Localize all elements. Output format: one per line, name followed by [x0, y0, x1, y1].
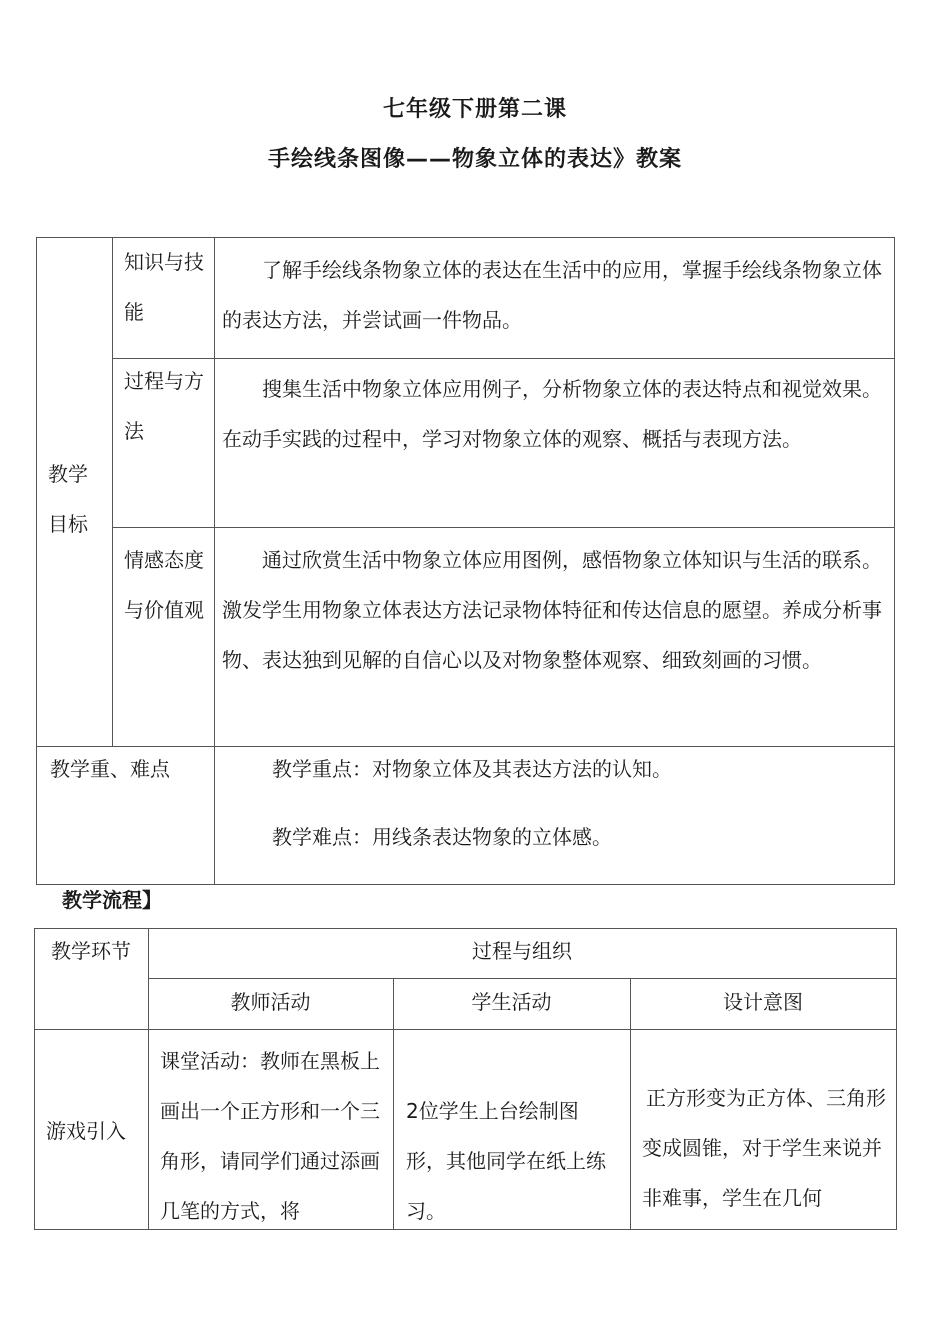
header-teacher: 教师活动 [230, 990, 311, 1014]
row-content: 通过欣赏生活中物象立体应用图例，感悟物象立体知识与生活的联系。激发学生用物象立体表达方法记录物体特征和传达信息的愿望。养成分析事物、表达独到见解的自信心以及对物象整体观察、细致刻画的习惯。 [222, 548, 882, 672]
table-border [34, 1029, 897, 1030]
header-student: 学生活动 [471, 990, 552, 1014]
page-title: 七年级下册第二课 [382, 97, 567, 122]
table-border [214, 237, 215, 885]
table-border [36, 884, 895, 885]
difficult-point: 教学难点：用线条表达物象的立体感。 [272, 825, 612, 849]
table-border [896, 928, 897, 1230]
row-label: 情感态度与价值观 [124, 548, 204, 622]
objectives-group-label: 教学目标 [48, 462, 88, 536]
key-point: 教学重点：对物象立体及其表达方法的认知。 [272, 757, 672, 781]
row-label: 过程与方法 [124, 369, 204, 443]
page-subtitle: 手绘线条图像——物象立体的表达》教案 [267, 147, 682, 172]
header-intent: 设计意图 [723, 990, 803, 1014]
table-border [112, 527, 895, 528]
table-border [112, 237, 113, 747]
row-content: 了解手绘线条物象立体的表达在生活中的应用，掌握手绘线条物象立体的表达方法，并尝试画一件物品。 [222, 258, 882, 332]
row-content: 搜集生活中物象立体应用例子，分析物象立体的表达特点和视觉效果。在动手实践的过程中，学习对物象立体的观察、概括与表现方法。 [222, 377, 882, 451]
row-teacher-activity: 课堂活动：教师在黑板上画出一个正方形和一个三角形，请同学们通过添画几笔的方式，将 [160, 1049, 380, 1223]
table-border [36, 237, 37, 885]
row-stage: 游戏引入 [46, 1119, 126, 1143]
row-label: 知识与技能 [124, 250, 204, 324]
key-points-label: 教学重、难点 [50, 757, 170, 781]
header-process: 过程与组织 [472, 939, 572, 963]
row-design-intent: 正方形变为正方体、三角形变成圆锥，对于学生来说并非难事，学生在几何 [642, 1086, 886, 1210]
flow-heading: 教学流程】 [62, 888, 162, 912]
row-student-activity: 2位学生上台绘制图形，其他同学在纸上练习。 [406, 1099, 606, 1223]
header-stage: 教学环节 [51, 939, 131, 963]
table-border [112, 358, 895, 359]
table-border [894, 237, 895, 885]
